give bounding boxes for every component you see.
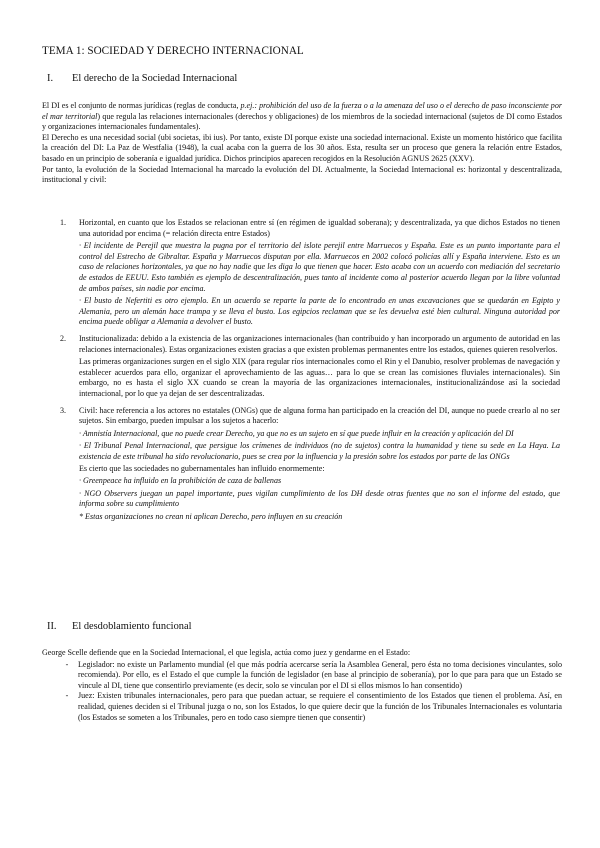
item-number: 3. (60, 405, 67, 415)
item-text: Horizontal, en cuanto que los Estados se relacionan entre sí (en régimen de igualdad soberana); y descentralizada, ya que dichos Estados no tienen una autoridad por encima (= relación directa entre Estados) (79, 218, 560, 238)
item-text: Civil: hace referencia a los actores no estatales (ONGs) que de alguna forma han participado en la creación del DI, aunque no puede crearlo al no ser sujetos. Sin embargo, pueden impulsar a los sujetos a hacerlo: (79, 405, 560, 426)
dash-bullet: - (65, 691, 69, 701)
section-title: El derecho de la Sociedad Internacional (72, 73, 238, 84)
list-item (60, 406, 560, 523)
example-text: · Amnistía Internacional, que no puede crear Derecho, ya que no es un sujeto en sí que puede influir en la creación y aplicación del DI (79, 428, 514, 438)
list-item (60, 218, 560, 328)
example-text: · El Tribunal Penal Internacional, que persigue los crímenes de individuos (no de sujetos) contra la humanidad y tiene su sede en La Haya. La existencia de este tribunal ha sido revolucionario, pues se crea por la influencia y la presión sobre los estados por parte de las ONGs (79, 441, 560, 461)
item-text: Juez: Existen tribunales internacionales, pero para que puedan actuar, se requiere el consentimiento de los Estados que tienen el problema. Así, en realidad, quienes deciden si el Tribunal juzga o no, son los Estados, lo que quiere decir que la función de los Tribunales Internacionales es voluntaria (los Estados se someten a los Tribunales, pero en todo caso siempre tienen que consentir) (78, 691, 562, 722)
item-text: Legislador: no existe un Parlamento mundial (el que más podría acercarse sería la Asamblea General, pero ésta no toma decisiones vinculantes, solo recomienda). Por ello, es el Estado el que cumple la función de legislador (en base al principio de soberanía), por lo que para para que un Estado se vincule al DI, tiene que consentirlo previamente (es decir, solo se vinculan por el DI si ellos mismos lo han consentido) (78, 659, 562, 690)
document-title: TEMA 1: SOCIEDAD Y DERECHO INTERNACIONAL (42, 45, 304, 57)
intro-block (42, 101, 562, 186)
intro-paragraph-2: El Derecho es una necesidad social (ubi societas, ibi ius). Por tanto, existe DI porque existe una sociedad internacional. Existe un momento histórico que facilita la creación del DI: La Paz de Westfalia (1948), la cual acaba con la guerra de los 30 años. Esta, resulta ser un proceso que genera la relación entre Estados, basado en un principio de soberanía e igualdad jurídica. Dichos principios aparecen recogidos en la Resolución AGNUS 2625 (XXV). (42, 132, 562, 163)
features-list (60, 218, 560, 524)
section-number: II. (47, 621, 57, 632)
item-number: 2. (60, 333, 67, 343)
item-text: Institucionalizada: debido a la existencia de las organizaciones internacionales (han contribuido y han incorporado un argumento de autoridad en las relaciones internacionales). Estas organizaciones existen gracias a que existen problemas permanentes entre los estados, quienes quieren resolverlos. (79, 333, 560, 354)
example-text: · El incidente de Perejil que muestra la pugna por el territorio del islote perejil entre Marruecos y España. Este es un punto importante para el control del Estrecho de Gibraltar. España y Marruecos disputan por ella. Marruecos en 2002 colocó policías allí y España interviene. Esto es un caso de relaciones horizontales, ya que no hay nadie que les diga lo que tienen que hacer. Esto acaba con un acuerdo con mediación del secretario de estados de EEUU. Esto también es ejemplo de descentralización, pues tanto al incidente como al posterior acuerdo llegan por la libre voluntad de ambos países, sin nadie por encima. (79, 241, 560, 293)
section-2-intro: George Scelle defiende que en la Sociedad Internacional, el que legisla, actúa como juez y gendarme en el Estado: (42, 648, 411, 657)
list-item (56, 660, 562, 692)
example-text: · Greenpeace ha influido en la prohibición de caza de ballenas (79, 476, 282, 486)
intro-text: ) que regula las relaciones internacionales (derechos y obligaciones) de los miembros de la sociedad internacional (sujetos de DI como Estados y organizaciones internacionales fundamentales). (42, 111, 562, 132)
item-detail: Es cierto que las sociedades no gubernamentales han influido enormemente: (79, 464, 325, 474)
example-text: · NGO Observers juegan un papel importante, pues vigilan cumplimiento de los DH desde otras fuentes que no son el informe del estado, que informa sobre su cumplimiento (79, 488, 560, 509)
role-list (42, 660, 562, 724)
list-item (60, 334, 560, 400)
list-item (56, 691, 562, 723)
intro-paragraph-1 (42, 101, 562, 133)
item-number: 1. (60, 218, 67, 227)
section-heading-2 (47, 620, 191, 633)
section-number: I. (47, 73, 54, 84)
section-title: El desdoblamiento funcional (72, 621, 192, 632)
example-text: · El busto de Nefertiti es otro ejemplo. En un acuerdo se reparte la parte de lo encontrado en unas excavaciones que se quedarán en Egipto y Alemania, pero un alemán hace trampa y se lleva el busto. Los egipcios reclaman que se les devuelva esté bien cultural. Ninguna autoridad por encima puede obligar a Alemania a devolver el busto. (79, 296, 560, 327)
item-detail: Las primeras organizaciones surgen en el siglo XIX (para regular ríos internacionales como el Rin y el Danubio, resolver problemas de navegación y establecer acuerdos para ello, organizar el aprovechamiento de las aguas… para lo que se crean las comisiones fluviales internacionales). Sin embargo, no es hasta el siglo XX cuando se crean la mayoría de las organizaciones internacionales, institucionalizándose así la sociedad internacional, por lo que ya dejan de ser descentralizadas. (79, 357, 560, 398)
section-2-body (42, 648, 562, 723)
note-text: * Estas organizaciones no crean ni aplican Derecho, pero influyen en su creación (79, 511, 343, 521)
intro-text: El DI es el conjunto de normas jurídicas (reglas de conducta, (42, 101, 241, 110)
intro-paragraph-3: Por tanto, la evolución de la Sociedad Internacional ha marcado la evolución del DI. Actualmente, la Sociedad Internacional es: horizontal y descentralizada, institucional y civil: (42, 164, 562, 185)
intro-example: p.ej.: prohibición del uso de la fuerza o a la amenaza del uso o el derecho de paso inconsciente por el mar territorial (42, 101, 562, 121)
dash-bullet: - (65, 659, 69, 669)
section-heading-1 (47, 72, 237, 85)
